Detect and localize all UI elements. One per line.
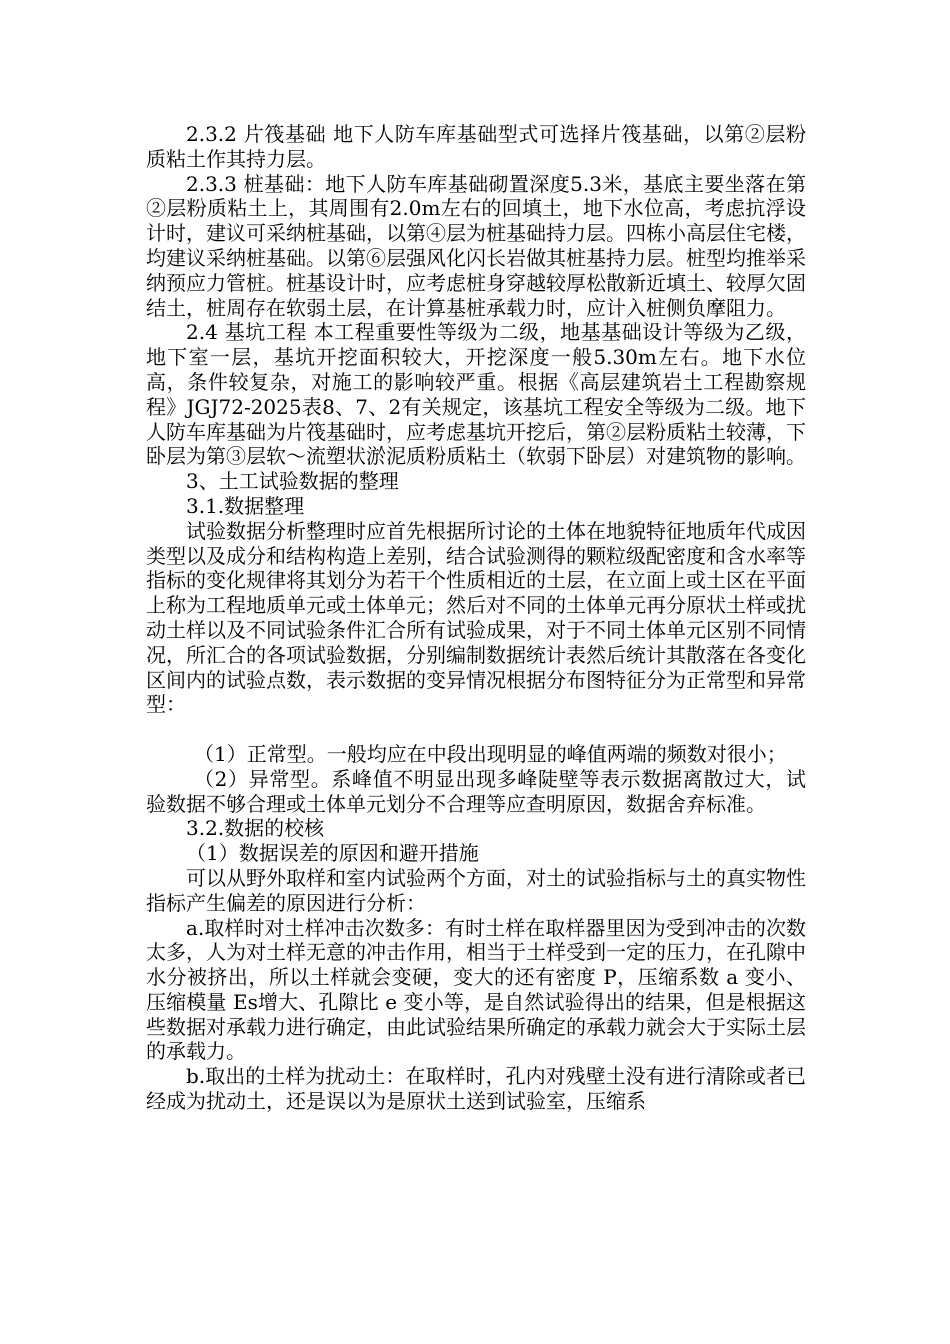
section-heading-3-1: 3.1.数据整理 — [186, 493, 305, 518]
paragraph-2-3-3-pile-foundation: 2.3.3 桩基础：地下人防车库基础砌置深度5.3米，基底主要坐落在第②层粉质粘土上，其周围有2.0m左右的回填土，地下水位高，考虑抗浮设计时，建议可采纳桩基础，以第④层为桩基础持力层。四栋小高层住宅楼，均建议采纳桩基础。以第⑥层强风化闪长岩做其桩基持力层。桩型均推举采纳预应力管桩。桩基设计时，应考虑桩身穿越较厚松散新近填土、较厚欠固结土，桩周存在软弱土层，在计算基桩承载力时，应计入桩侧负摩阻力。 — [146, 171, 806, 320]
paragraph-error-analysis: 可以从野外取样和室内试验两个方面，对土的试验指标与土的真实物性指标产生偏差的原因进行分析： — [146, 865, 806, 915]
paragraph-spacer — [146, 717, 806, 742]
list-item-normal-type: （1）正常型。一般均应在中段出现明显的峰值两端的频数对很小； — [194, 741, 787, 766]
section-heading-3: 3、土工试验数据的整理 — [186, 469, 399, 494]
paragraph-2-3-2-raft-foundation: 2.3.2 片筏基础 地下人防车库基础型式可选择片筏基础，以第②层粉质粘土作其持力层。 — [146, 122, 806, 171]
paragraph-item-b: b.取出的土样为扰动土：在取样时，孔内对残壁土没有进行清除或者已经成为扰动土，还是误以为是原状土送到试验室，压缩系 — [146, 1064, 806, 1114]
paragraph-data-analysis: 试验数据分析整理时应首先根据所讨论的土体在地貌特征地质年代成因类型以及成分和结构构造上差别，结合试验测得的颗粒级配密度和含水率等指标的变化规律将其划分为若干个性质相近的土层，在立面上或土区在平面上称为工程地质单元或土体单元；然后对不同的土体单元再分原状土样或扰动土样以及不同试验条件汇合所有试验成果，对于不同土体单元区别不同情况，所汇合的各项试验数据，分别编制数据统计表然后统计其散落在各变化区间内的试验点数，表示数据的变异情况根据分布图特征分为正常型和异常型： — [146, 518, 806, 717]
list-item-abnormal-type: （2）异常型。系峰值不明显出现多峰陡壁等表示数据离散过大，试验数据不够合理或土体单元划分不合理等应查明原因，数据舍弃标准。 — [146, 766, 806, 816]
paragraph-item-a: a.取样时对土样冲击次数多：有时土样在取样器里因为受到冲击的次数太多，人为对土样无意的冲击作用，相当于土样受到一定的压力，在孔隙中水分被挤出，所以土样就会变硬，变大的还有密度 P，压缩系数 a 变小、压缩模量 Es增大、孔隙比 e 变小等，是自然试验得出的结果，但是根据这些数据对承载力进行确定，由此试验结果所确定的承载力就会大于实际土层的承载力。 — [146, 915, 806, 1064]
document-body — [146, 122, 806, 1114]
paragraph-2-4-foundation-pit: 2.4 基坑工程 本工程重要性等级为二级，地基基础设计等级为乙级，地下室一层，基坑开挖面积较大，开挖深度一般5.30m左右。地下水位高，条件较复杂，对施工的影响较严重。根据《高层建筑岩土工程勘察规程》JGJ72-2025表8、7、2有关规定，该基坑工程安全等级为二级。地下人防车库基础为片筏基础时，应考虑基坑开挖后，第②层粉质粘土较薄，下卧层为第③层软～流塑状淤泥质粉质粘土（软弱下卧层）对建筑物的影响。 — [146, 320, 806, 469]
subheading-error-causes: （1）数据误差的原因和避开措施 — [186, 841, 479, 866]
section-heading-3-2: 3.2.数据的校核 — [186, 816, 325, 841]
